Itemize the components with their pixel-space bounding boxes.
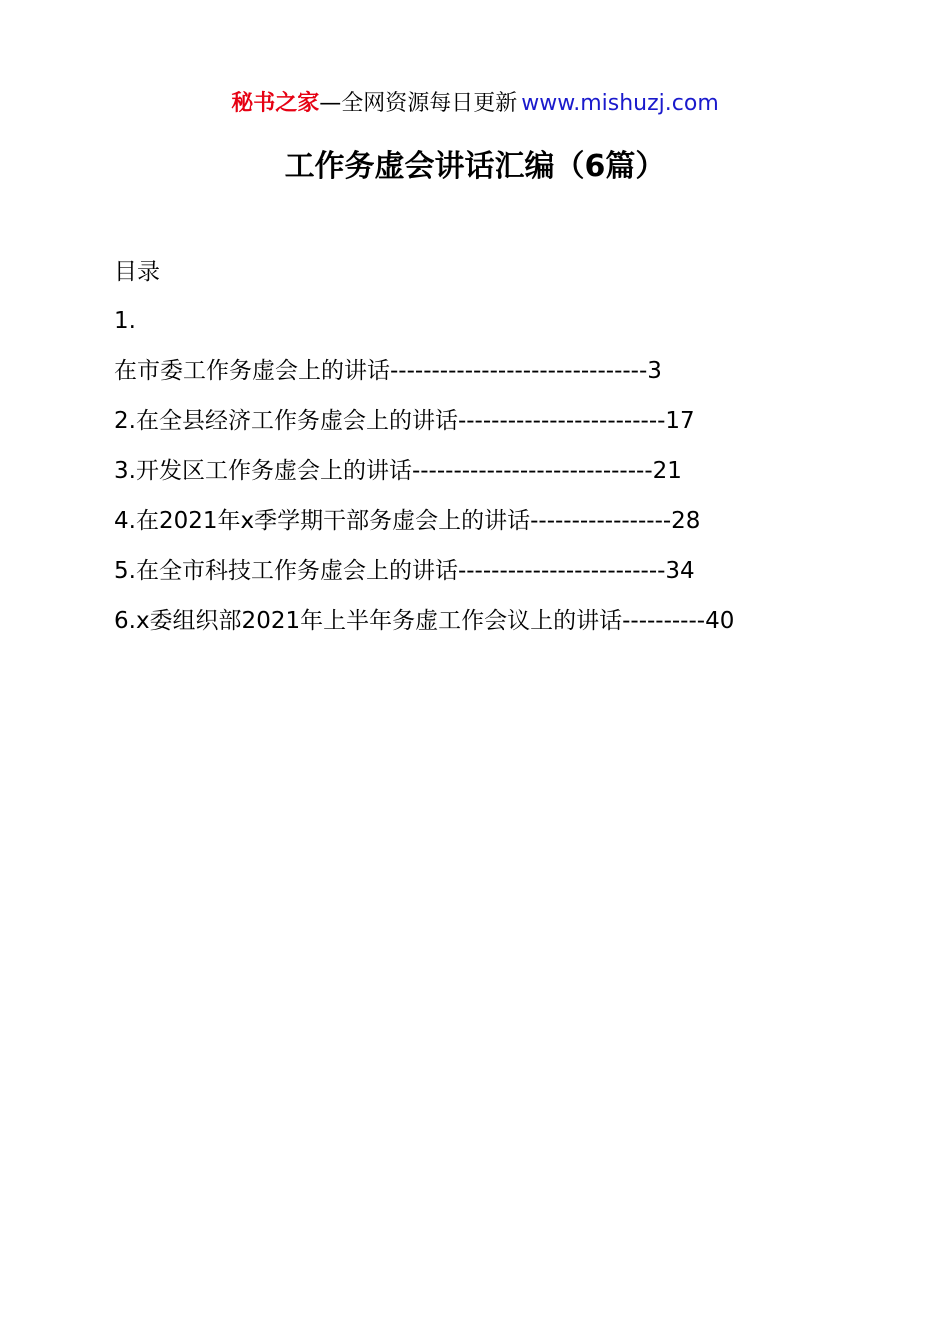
toc-item-3: 3.开发区工作务虚会上的讲话-----------------------------21 <box>114 458 682 484</box>
toc-item-4: 4.在2021年x季学期干部务虚会上的讲话-----------------28 <box>114 508 701 534</box>
toc-item-6: 6.x委组织部2021年上半年务虚工作会议上的讲话----------40 <box>114 608 735 634</box>
toc-item-1: 在市委工作务虚会上的讲话-------------------------------3 <box>114 358 662 384</box>
toc-item-number-1: 1. <box>114 308 136 334</box>
document-title: 工作务虚会讲话汇编（6篇） <box>284 149 666 184</box>
table-of-contents <box>114 252 894 651</box>
site-url-link[interactable]: www.mishuzj.com <box>521 91 719 116</box>
header-tagline: —全网资源每日更新 <box>319 91 518 116</box>
toc-item-2: 2.在全县经济工作务虚会上的讲话-------------------------17 <box>114 408 695 434</box>
toc-heading: 目录 <box>114 259 160 285</box>
brand-name: 秘书之家 <box>231 91 320 116</box>
site-header <box>0 88 950 120</box>
toc-item-5: 5.在全市科技工作务虚会上的讲话-------------------------34 <box>114 558 695 584</box>
